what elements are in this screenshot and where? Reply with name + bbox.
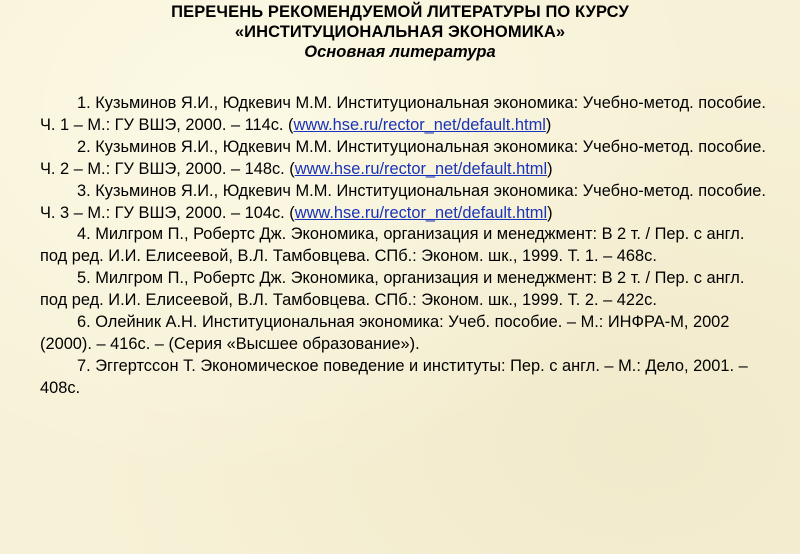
- reference-item: [40, 93, 768, 137]
- reference-text: 4. Милгром П., Робертс Дж. Экономика, организация и менеджмент: В 2 т. / Пер. с англ. под ред. И.И. Елисеевой, В.Л. Тамбовцева. СПб.: Эконом. шк., 1999. Т. 1. – 468с.: [40, 225, 745, 266]
- reference-item: [40, 356, 768, 400]
- reference-text: 1. Кузьминов Я.И., Юдкевич М.М. Институциональная экономика: Учебно-метод. пособие. Ч. 1 – М.: ГУ ВШЭ, 2000. – 114с. (: [40, 94, 766, 134]
- reference-list: [40, 93, 768, 400]
- reference-suffix: ): [547, 203, 553, 222]
- reference-item: [40, 181, 768, 225]
- reference-text: 7. Эггертссон Т. Экономическое поведение и институты: Пер. с англ. – М.: Дело, 2001. – 408с.: [40, 356, 748, 397]
- reference-suffix: ): [545, 115, 552, 134]
- subtitle: Основная литература: [304, 43, 496, 61]
- reference-link[interactable]: www.hse.ru/rector_net/default.html: [294, 159, 548, 178]
- reference-item: [40, 268, 768, 312]
- reference-text: 3. Кузьминов Я.И., Юдкевич М.М. Институциональная экономика: Учебно-метод. пособие. Ч. 3 – М.: ГУ ВШЭ, 2000. – 104с. (: [40, 181, 766, 222]
- reference-link[interactable]: www.hse.ru/rector_net/default.html: [293, 115, 546, 134]
- reference-item: [40, 312, 768, 356]
- reference-text: 5. Милгром П., Робертс Дж. Экономика, организация и менеджмент: В 2 т. / Пер. с англ. под ред. И.И. Елисеевой, В.Л. Тамбовцева. СПб.: Эконом. шк., 1999. Т. 2. – 422с.: [40, 269, 745, 310]
- header: [0, 2, 800, 62]
- reference-item: [40, 224, 768, 268]
- reference-link[interactable]: www.hse.ru/rector_net/default.html: [294, 203, 548, 222]
- title-line-1: ПЕРЕЧЕНЬ РЕКОМЕНДУЕМОЙ ЛИТЕРАТУРЫ ПО КУРСУ: [171, 3, 629, 21]
- reference-text: 2. Кузьминов Я.И., Юдкевич М.М. Институциональная экономика: Учебно-метод. пособие. Ч. 2 – М.: ГУ ВШЭ, 2000. – 148с. (: [40, 137, 766, 178]
- reference-text: 6. Олейник А.Н. Институциональная экономика: Учеб. пособие. – М.: ИНФРА-М, 2002 (2000). – 416с. – (Серия «Высшее образование»).: [40, 313, 730, 353]
- reference-item: [40, 137, 768, 181]
- reference-suffix: ): [547, 159, 553, 178]
- title-line-2: «ИНСТИТУЦИОНАЛЬНАЯ ЭКОНОМИКА»: [234, 23, 566, 41]
